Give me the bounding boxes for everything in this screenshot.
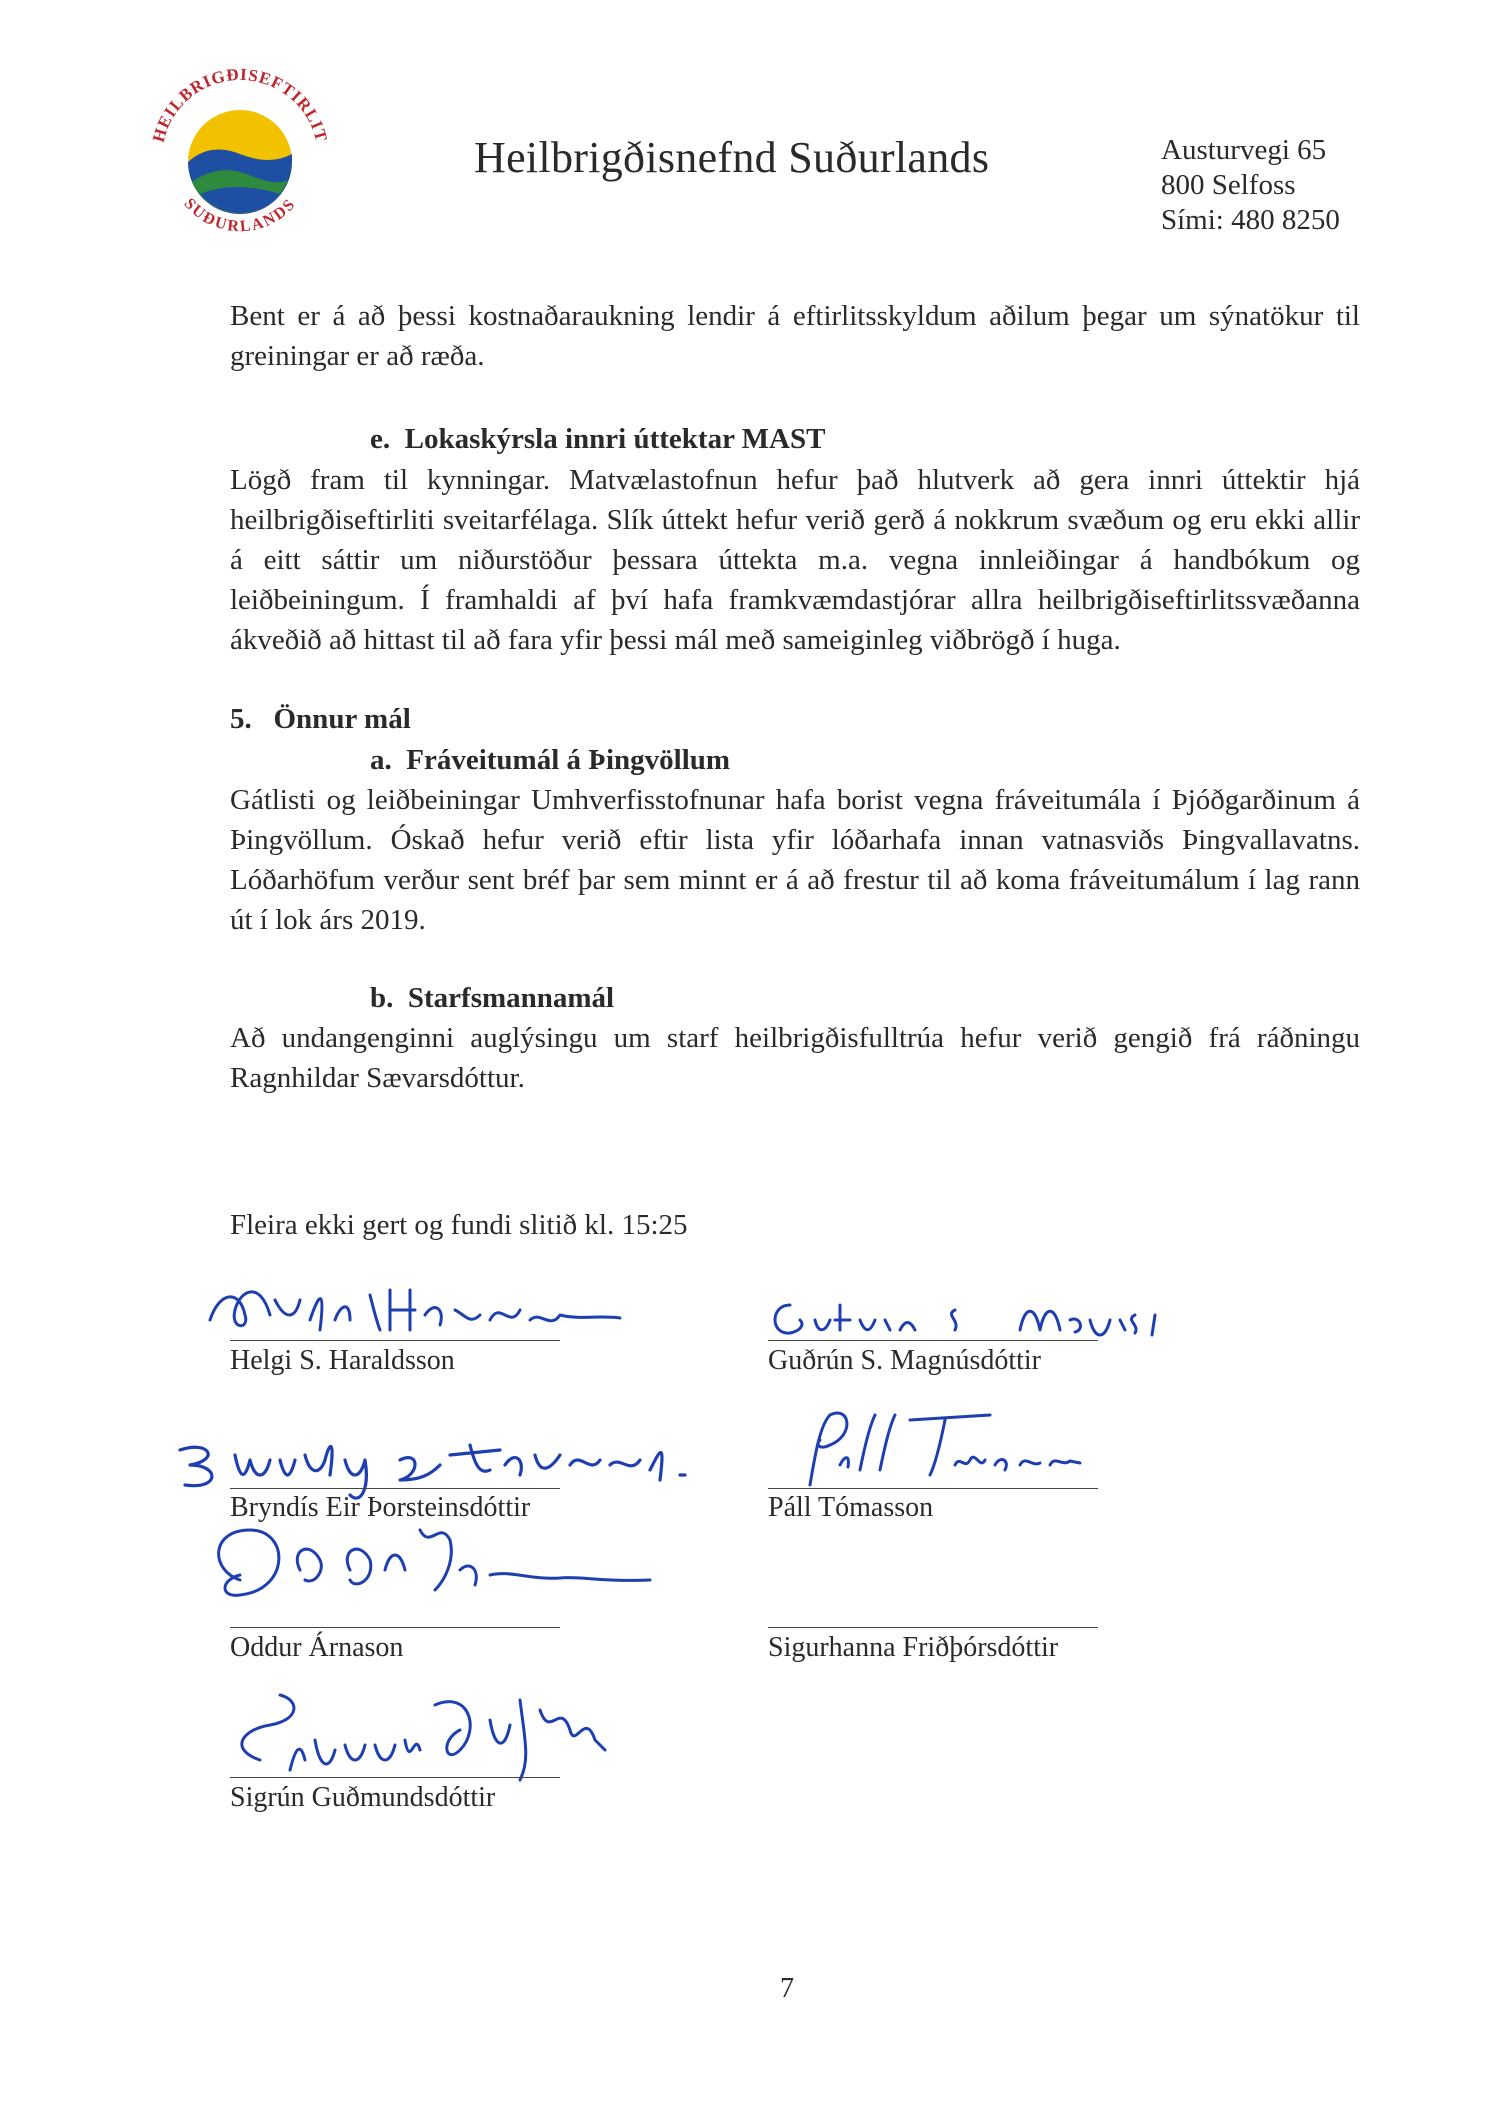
section-5a-title: Fráveitumál á Þingvöllum (406, 744, 731, 776)
section-5a-marker: a. (370, 744, 392, 776)
section-5a-body: Gátlisti og leiðbeiningar Umhverfisstofnunar hafa borist vegna fráveitumála í Þjóðgarðinum á Þingvöllum. Óskað hefur verið eftir lista yfir lóðarhafa innan vatnasviðs Þingvallavatns. Lóðarhöfum verður sent bréf þar sem minnt er á að frestur til að koma fráveitumálum í lag rann út í lok árs 2019. (230, 784, 1360, 936)
section-5b-body: Að undangenginni auglýsingu um starf heilbrigðisfulltrúa hefur verið gengið frá ráðningu Ragnhildar Sævarsdóttur. (230, 1022, 1360, 1094)
signature-gudrun (760, 1285, 1180, 1345)
signature-line-sigurhanna (768, 1627, 1098, 1628)
section-e-heading (370, 423, 825, 456)
closing-statement: Fleira ekki gert og fundi slitið kl. 15:25 (230, 1209, 688, 1241)
address-phone: Sími: 480 8250 (1161, 204, 1340, 236)
signatory-sigrun: Sigrún Guðmundsdóttir (230, 1782, 496, 1813)
page-number: 7 (780, 1973, 794, 2004)
section-e-title: Lokaskýrsla innri úttektar MAST (404, 423, 826, 455)
signature-line-oddur (230, 1627, 560, 1628)
signatory-oddur: Oddur Árnason (230, 1632, 404, 1663)
logo-text-bottom: SUÐURLANDS (180, 195, 300, 236)
section-5-title: Önnur mál (273, 703, 411, 735)
section-5b-marker: b. (370, 982, 394, 1014)
organization-logo (140, 58, 340, 258)
organization-address (1161, 133, 1340, 238)
signatory-gudrun: Guðrún S. Magnúsdóttir (768, 1345, 1041, 1376)
signature-oddur (200, 1510, 680, 1620)
organization-name: Heilbrigðisnefnd Suðurlands (474, 133, 990, 182)
section-5b-heading (370, 982, 614, 1015)
address-city: 800 Selfoss (1161, 169, 1296, 201)
signature-line-gudrun (768, 1340, 1098, 1341)
section-e-marker: e. (370, 423, 391, 455)
section-e-body: Lögð fram til kynningar. Matvælastofnun hefur það hlutverk að gera innri úttektir hjá heilbrigðiseftirliti sveitarfélaga. Slík úttekt hefur verið gerð á nokkrum svæðum og eru ekki allir á eitt sáttir um niðurstöður þessara úttekta m.a. vegna innleiðingar á handbókum og leiðbeiningum. Í framhaldi af því hafa framkvæmdastjórar allra heilbrigðiseftirlitssvæðanna ákveðið að hittast til að fara yfir þessi mál með sameiginleg viðbrögð í huga. (230, 464, 1360, 656)
signature-line-bryndis (230, 1488, 560, 1489)
signature-pall (770, 1395, 1100, 1495)
section-5b-title: Starfsmannamál (407, 982, 615, 1014)
address-street: Austurvegi 65 (1161, 134, 1327, 166)
signatory-pall: Páll Tómasson (768, 1492, 934, 1523)
signature-sigrun (220, 1670, 650, 1800)
section-5-marker: 5. (230, 703, 252, 735)
signature-line-pall (768, 1488, 1098, 1489)
section-5a-heading (370, 744, 730, 777)
signature-line-sigrun (230, 1777, 560, 1778)
section-5-heading (230, 703, 411, 736)
signatory-bryndis: Bryndís Eir Þorsteinsdóttir (230, 1492, 531, 1523)
intro-paragraph: Bent er á að þessi kostnaðaraukning lendir á eftirlitsskyldum aðilum þegar um sýnatökur til greiningar er að ræða. (230, 300, 1360, 372)
signature-helgi (200, 1270, 630, 1340)
signature-line-helgi (230, 1340, 560, 1341)
signatory-helgi: Helgi S. Haraldsson (230, 1345, 455, 1376)
signatory-sigurhanna: Sigurhanna Friðþórsdóttir (768, 1632, 1059, 1663)
logo-text-top: HEILBRIGÐISEFTIRLIT (148, 64, 332, 145)
